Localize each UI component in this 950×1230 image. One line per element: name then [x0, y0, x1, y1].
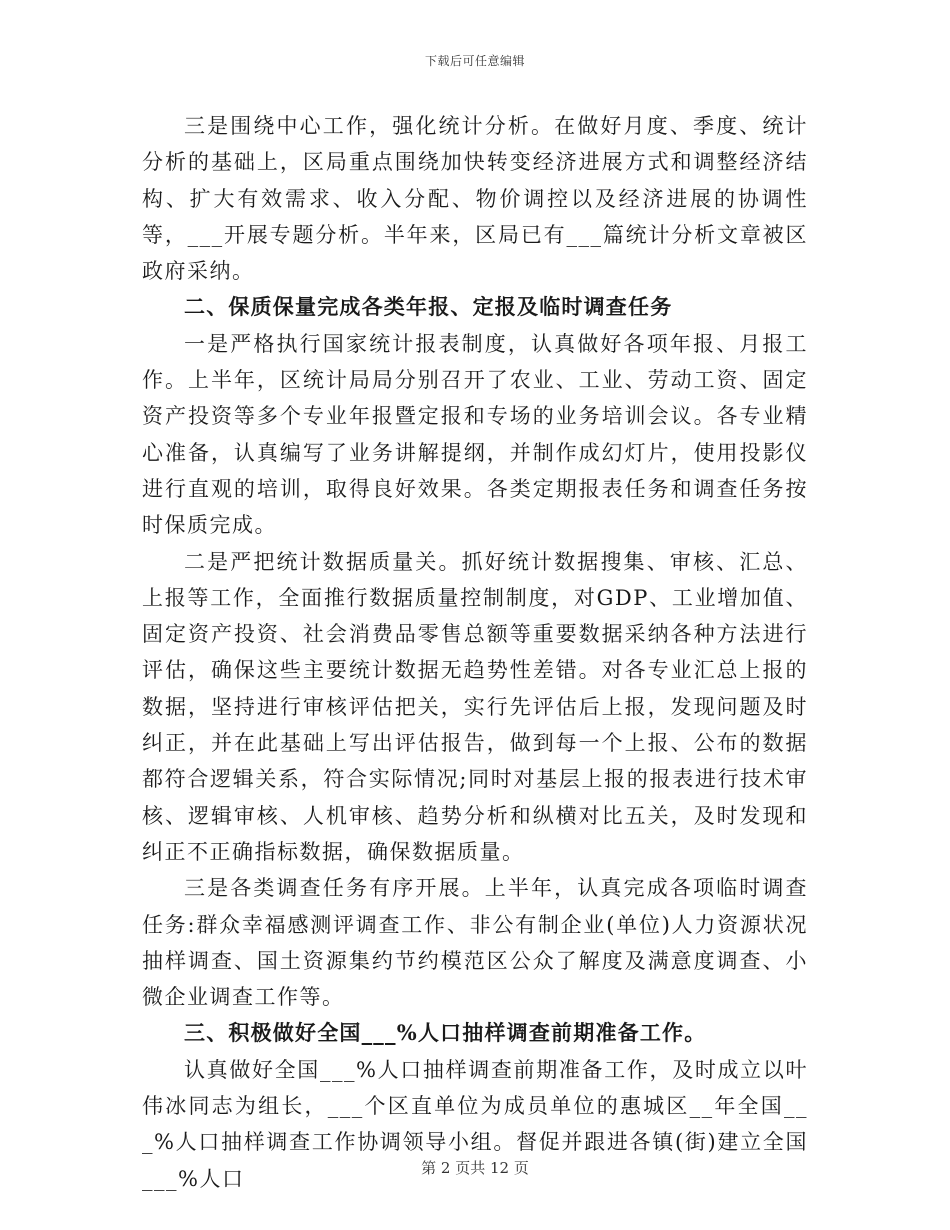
paragraph-data-quality: 二是严把统计数据质量关。抓好统计数据搜集、审核、汇总、上报等工作，全面推行数据质量控制制度，对GDP、工业增加值、固定资产投资、社会消费品零售总额等重要数据采纳各种方法进行评估，确保这些主要统计数据无趋势性差错。对各专业汇总上报的数据，坚持进行审核评估把关，实行先评估后上报，发现问题及时纠正，并在此基础上写出评估报告，做到每一个上报、公布的数据都符合逻辑关系，符合实际情况;同时对基层上报的报表进行技术审核、逻辑审核、人机审核、趋势分析和纵横对比五关，及时发现和纠正不正确指标数据，确保数据质量。	[142, 549, 808, 864]
paragraph-survey-tasks: 三是各类调查任务有序开展。上半年，认真完成各项临时调查任务:群众幸福感测评调查工作、非公有制企业(单位)人力资源状况抽样调查、国土资源集约节约模范区公众了解度及满意度调查、小微企业调查工作等。	[142, 876, 808, 1010]
document-body	[142, 108, 808, 1197]
paragraph-annual-reports: 一是严格执行国家统计报表制度，认真做好各项年报、月报工作。上半年，区统计局局分别召开了农业、工业、劳动工资、固定资产投资等多个专业年报暨定报和专场的业务培训会议。各专业精心准备，认真编写了业务讲解提纲，并制作成幻灯片，使用投影仪进行直观的培训，取得良好效果。各类定期报表任务和调查任务按时保质完成。	[142, 331, 808, 538]
paragraph-statistical-analysis: 三是围绕中心工作，强化统计分析。在做好月度、季度、统计分析的基础上，区局重点围绕加快转变经济进展方式和调整经济结构、扩大有效需求、收入分配、物价调控以及经济进展的协调性等，___开展专题分析。半年来，区局已有___篇统计分析文章被区政府采纳。	[142, 114, 808, 284]
section-heading-2: 二、保质保量完成各类年报、定报及临时调查任务	[184, 294, 673, 320]
paragraph-population-survey: 认真做好全国___%人口抽样调查前期准备工作，及时成立以叶伟冰同志为组长，___个区直单位为成员单位的惠城区__年全国___%人口抽样调查工作协调领导小组。督促并跟进各镇(街)建立全国___%人口	[142, 1057, 808, 1191]
section-heading-3: 三、积极做好全国___%人口抽样调查前期准备工作。	[184, 1020, 707, 1046]
page-number: 第 2 页共 12 页	[421, 1159, 529, 1177]
page-header: 下载后可任意编辑	[424, 54, 525, 68]
